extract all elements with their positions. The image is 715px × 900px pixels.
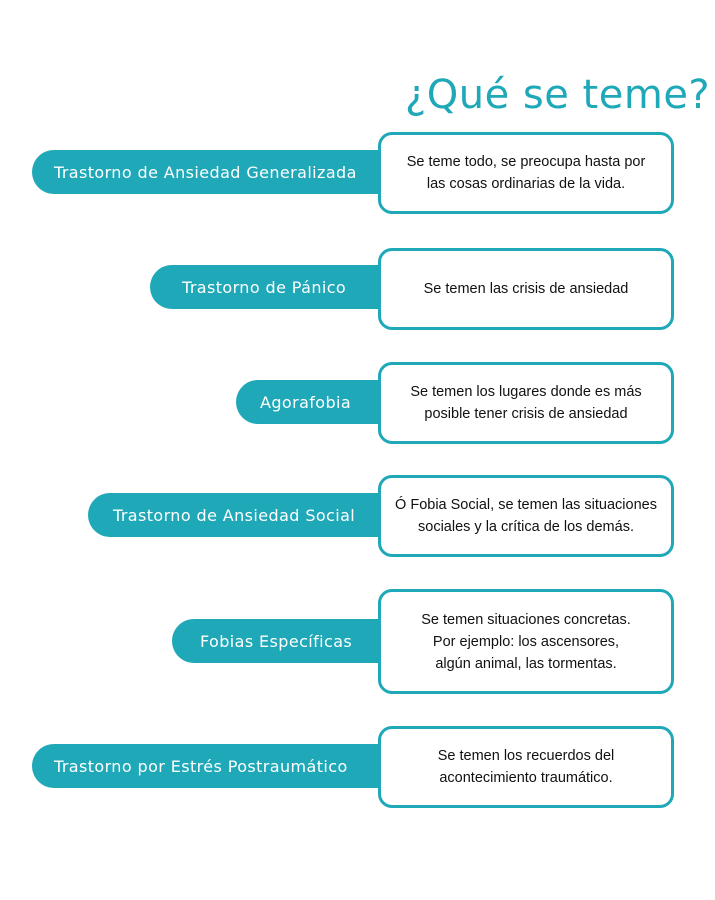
disorder-label-specific-phobias <box>172 619 380 663</box>
disorder-label-text: Trastorno por Estrés Postraumático <box>54 756 348 776</box>
fear-description-box <box>378 589 674 694</box>
disorder-label-text: Fobias Específicas <box>200 631 353 651</box>
fear-description-line: Se temen los lugares donde es más <box>410 384 642 400</box>
fear-description-line: Por ejemplo: los ascensores, <box>432 633 620 650</box>
fear-description-line: sociales y la crítica de los demás. <box>418 519 634 535</box>
disorder-label-text: Trastorno de Ansiedad Generalizada <box>54 162 357 182</box>
fear-description-line: Se temen los recuerdos del <box>437 748 615 764</box>
disorder-label-ptsd <box>32 744 380 788</box>
fear-description-line: Ó Fobia Social, se temen las situaciones <box>395 497 657 513</box>
fear-description-box <box>378 248 674 330</box>
fear-description-line: Se teme todo, se preocupa hasta por <box>406 154 646 170</box>
fear-description-line: Se temen las crisis de ansiedad <box>423 281 629 297</box>
disorder-label-text: Trastorno de Ansiedad Social <box>113 505 356 525</box>
disorder-label-text: Agorafobia <box>260 392 352 412</box>
page-title: ¿Qué se teme? <box>405 72 711 118</box>
fear-description-line: las cosas ordinarias de la vida. <box>426 176 626 192</box>
fear-description-line: posible tener crisis de ansiedad <box>424 406 628 422</box>
fear-description-line: Se temen situaciones concretas. <box>421 611 631 628</box>
disorder-label-panic <box>150 265 380 309</box>
disorder-label-generalized-anxiety <box>32 150 380 194</box>
fear-description-box <box>378 132 674 214</box>
disorder-label-agoraphobia <box>236 380 380 424</box>
fear-description-line: algún animal, las tormentas. <box>435 655 617 672</box>
fear-description-box <box>378 475 674 557</box>
disorder-label-text: Trastorno de Pánico <box>182 277 347 297</box>
fear-description-box <box>378 726 674 808</box>
fear-description-line: acontecimiento traumático. <box>439 770 613 786</box>
fear-description-box <box>378 362 674 444</box>
disorder-label-social-anxiety <box>88 493 380 537</box>
